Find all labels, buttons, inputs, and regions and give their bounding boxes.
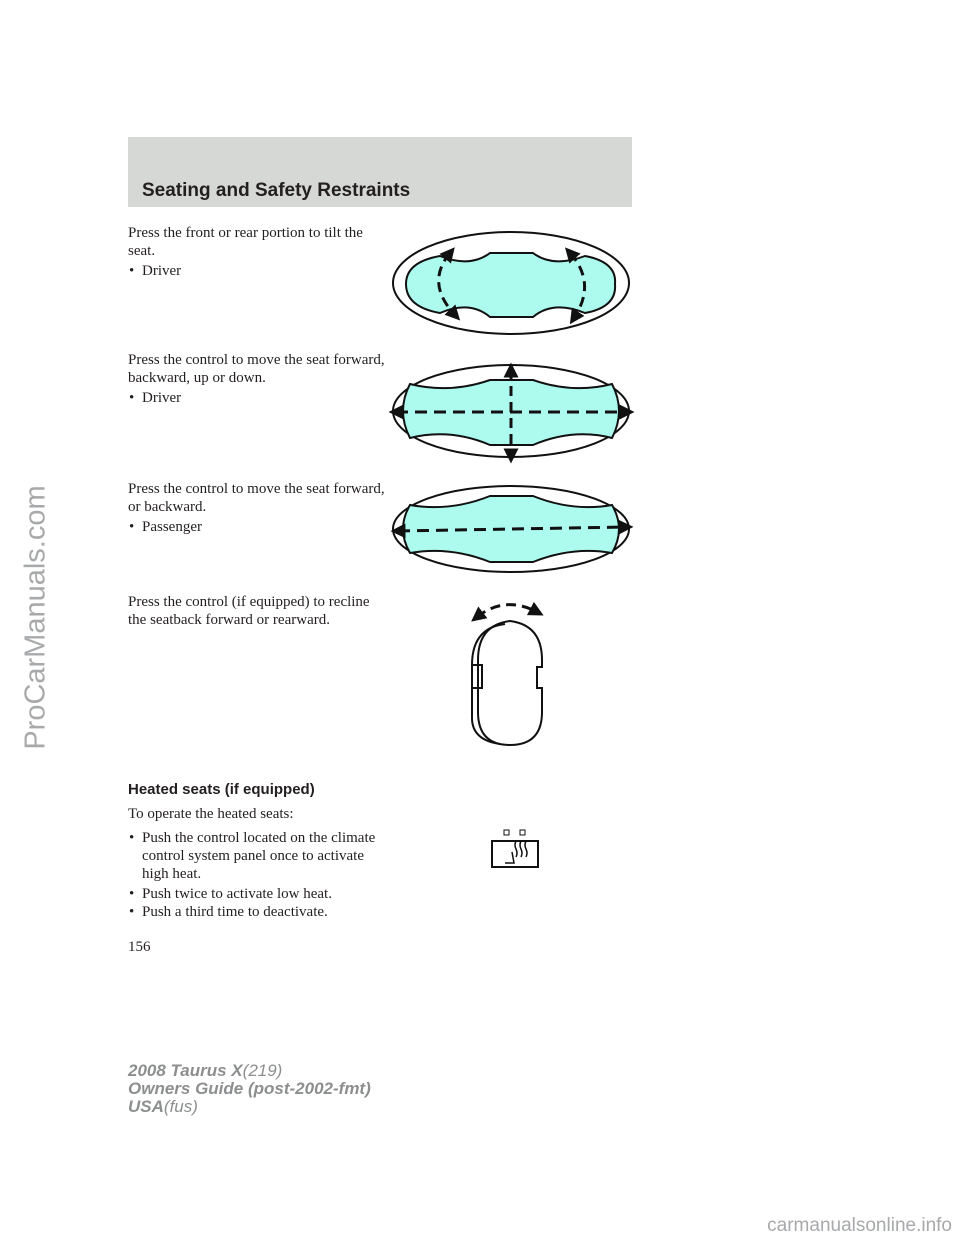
footer-guide-name: Owners Guide (post-2002-fmt)	[128, 1079, 371, 1098]
bullet-dot: •	[129, 830, 135, 846]
bullet-dot: •	[129, 904, 135, 920]
instruction-tilt-text: Press the front or rear portion to tilt the seat.	[128, 225, 363, 259]
bullet-label: Push the control located on the climate control system panel once to activate high heat.	[142, 830, 376, 882]
footer-market-code: (fus)	[163, 1097, 198, 1116]
bullet-dot: •	[129, 263, 135, 279]
seat-switch-shape	[403, 380, 619, 445]
bullet-label: Driver	[142, 390, 182, 406]
bullet-item	[128, 518, 388, 536]
bullet-item	[128, 903, 388, 921]
recline-switch	[472, 605, 542, 745]
footer-model-name: 2008 Taurus X	[128, 1061, 243, 1080]
bullet-label: Driver	[142, 263, 182, 279]
bottom-watermark: carmanualsonline.info	[767, 1215, 952, 1236]
seat-switch-shape	[403, 496, 619, 562]
bullet-item	[128, 885, 388, 903]
heated-seat-button-icon	[492, 830, 538, 867]
instruction-recline-text: Press the control (if equipped) to recline the seatback forward or rearward.	[128, 594, 370, 628]
four-way-switch	[393, 365, 629, 457]
footer-guide	[128, 1080, 371, 1098]
footer-market-name: USA	[128, 1097, 164, 1116]
instruction-passenger-text: Press the control to move the seat forward, or backward.	[128, 481, 385, 515]
section-title: Seating and Safety Restraints	[142, 180, 411, 201]
bullet-item	[128, 389, 388, 407]
bullet-item	[128, 262, 388, 280]
instruction-move-text: Press the control to move the seat forward, backward, up or down.	[128, 352, 385, 386]
bullet-dot: •	[129, 519, 135, 535]
two-way-switch	[393, 486, 629, 572]
bullet-dot: •	[129, 886, 135, 902]
bullet-label: Passenger	[142, 519, 202, 535]
bullet-item	[128, 829, 388, 883]
page-number: 156	[128, 939, 151, 955]
side-watermark: ProCarManuals.com	[19, 485, 52, 750]
bullet-dot: •	[129, 390, 135, 406]
heated-seats-intro: To operate the heated seats:	[128, 806, 294, 822]
bullet-label: Push twice to activate low heat.	[142, 886, 332, 902]
tilt-switch	[393, 232, 629, 334]
footer-model	[128, 1062, 282, 1080]
bullet-label: Push a third time to deactivate.	[142, 904, 328, 920]
seat-switch-shape	[406, 253, 615, 317]
heated-seats-heading: Heated seats (if equipped)	[128, 781, 315, 798]
footer-market	[128, 1098, 198, 1116]
footer-model-code: (219)	[242, 1061, 283, 1080]
